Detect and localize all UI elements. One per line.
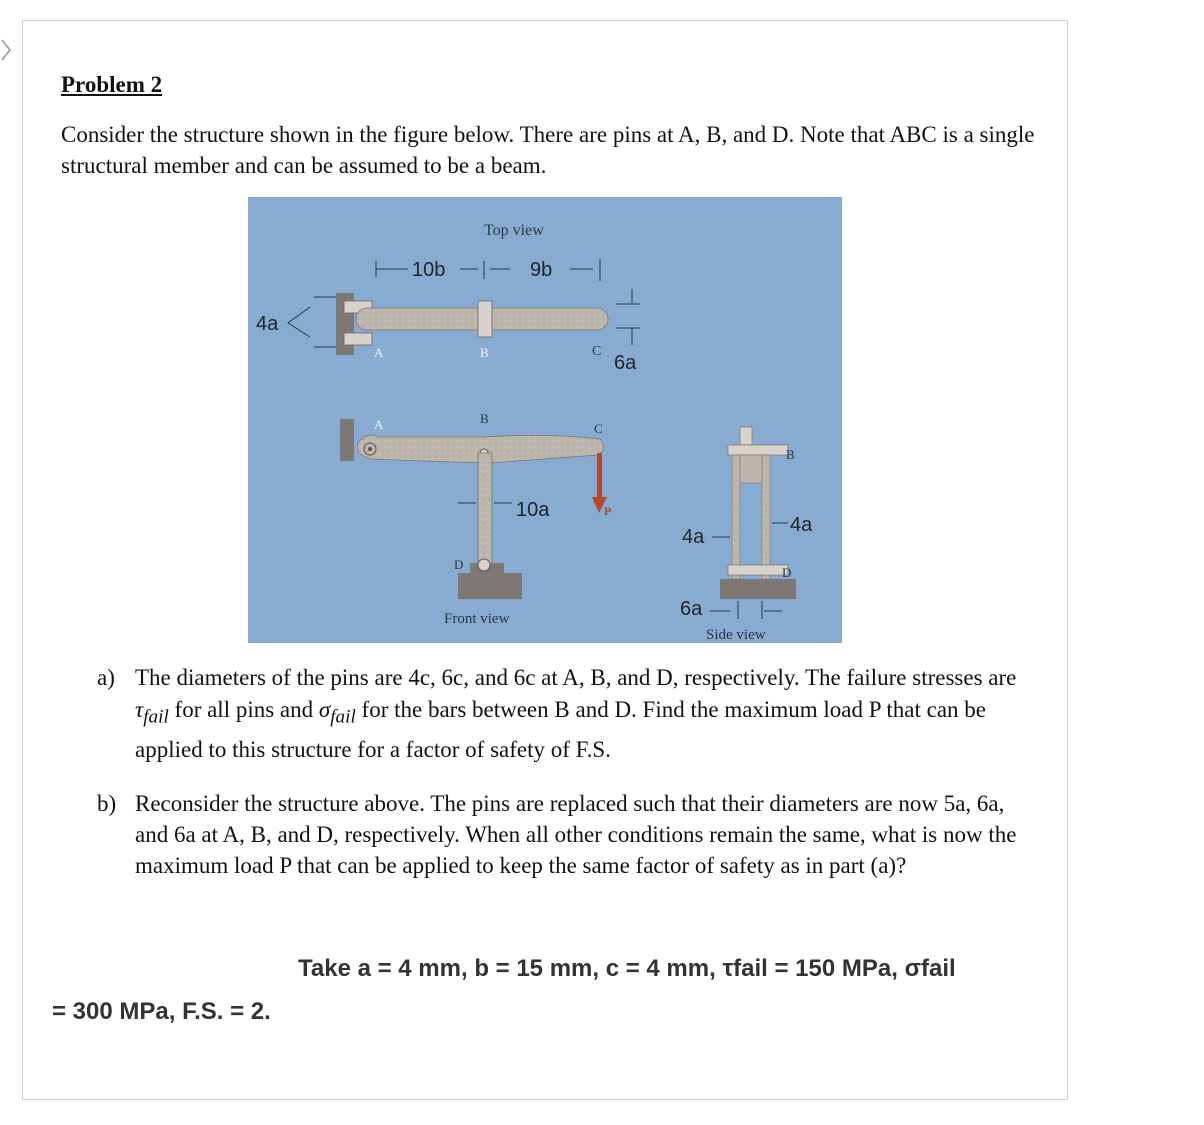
top-view-label: Top view bbox=[484, 222, 544, 239]
top-pt-b: B bbox=[480, 345, 489, 360]
dim-4a-left: 4a bbox=[256, 313, 279, 335]
dim-10a: 10a bbox=[516, 499, 550, 521]
side-view-label: Side view bbox=[706, 627, 766, 643]
structure-figure bbox=[248, 197, 842, 643]
top-pt-a: A bbox=[374, 345, 384, 360]
front-bar-bd bbox=[478, 453, 492, 565]
load-label-p: P bbox=[604, 504, 612, 518]
question-b bbox=[97, 788, 1027, 881]
dim-4a-side-left: 4a bbox=[682, 526, 705, 548]
question-a bbox=[97, 662, 1027, 766]
front-pt-c: C bbox=[594, 421, 603, 436]
dim-10b: 10b bbox=[412, 259, 446, 281]
front-pt-a: A bbox=[374, 417, 384, 432]
dim-6a-side: 6a bbox=[680, 598, 703, 620]
front-ground bbox=[458, 573, 522, 599]
front-wall bbox=[340, 419, 354, 461]
side-ground bbox=[720, 579, 796, 599]
dim-9b: 9b bbox=[530, 259, 553, 281]
question-b-label: b) bbox=[97, 791, 117, 816]
side-pin-d bbox=[728, 565, 788, 575]
problem-title: Problem 2 bbox=[61, 72, 163, 97]
chevron-right-icon[interactable] bbox=[0, 38, 14, 62]
given-values-line-2: = 300 MPa, F.S. = 2. bbox=[52, 998, 271, 1025]
question-a-text: The diameters of the pins are 4c, 6c, and 6c at A, B, and D, respectively. The failure stresses are $\tau_{fail}$ for all pins and $\sigma_{fail}$ for the bars between B and D. Find the maximum load P that can be applied to this structure for a factor of safety of F.S. bbox=[135, 665, 1017, 762]
top-pin-b bbox=[478, 301, 492, 337]
given-values-line-1: Take a = 4 mm, b = 15 mm, c = 4 mm, τfail = 150 MPa, σfail bbox=[298, 955, 956, 982]
front-pt-b: B bbox=[480, 411, 489, 426]
front-view-label: Front view bbox=[444, 611, 510, 627]
dim-6a-top: 6a bbox=[614, 352, 637, 374]
side-bar-right bbox=[762, 455, 770, 579]
side-pin-b bbox=[728, 445, 788, 455]
load-arrow-shaft bbox=[597, 453, 602, 497]
dim-4a-side-right: 4a bbox=[790, 514, 813, 536]
side-bar-left bbox=[732, 455, 740, 579]
top-pt-c: C bbox=[592, 344, 602, 359]
side-pt-d: D bbox=[782, 565, 792, 580]
front-pt-d: D bbox=[454, 557, 464, 572]
question-b-text: Reconsider the structure above. The pins are replaced such that their diameters are now 5a, 6a, and 6a at A, B, and D, respectively. When all other conditions remain the same, what is now the maximum load P that can be applied to keep the same factor of safety as in part (a)? bbox=[135, 791, 1017, 878]
side-pt-b: B bbox=[786, 447, 795, 462]
question-a-label: a) bbox=[97, 665, 115, 690]
problem-intro: Consider the structure shown in the figure below. There are pins at A, B, and D. Note that ABC is a single structural member and can be assumed to be a beam. bbox=[61, 122, 1035, 178]
